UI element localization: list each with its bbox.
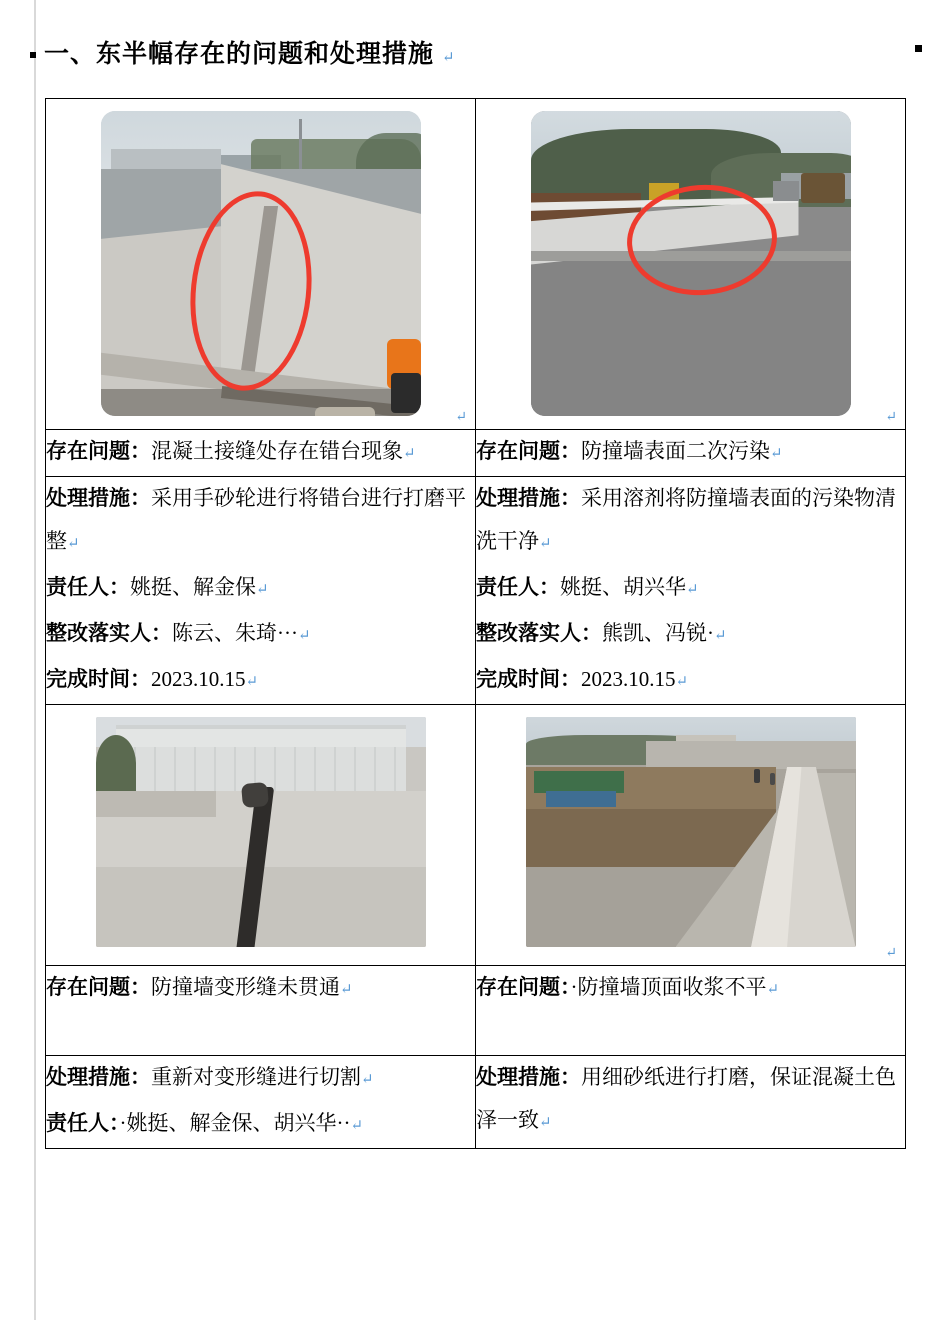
barrier-wall-surface-contamination-photo bbox=[531, 111, 851, 416]
pilcrow-mark: ↵ bbox=[350, 1118, 364, 1134]
table-row bbox=[46, 430, 906, 477]
table-row bbox=[46, 705, 906, 966]
problem-label: 存在问题： bbox=[46, 975, 151, 999]
pilcrow-mark: ↵ bbox=[67, 536, 80, 552]
corner-square-marker bbox=[915, 45, 922, 52]
measure-cell-1 bbox=[46, 477, 476, 705]
table-row bbox=[46, 477, 906, 705]
measure-cell-4 bbox=[476, 1056, 906, 1149]
table-row bbox=[46, 1056, 906, 1149]
photo-cell-1 bbox=[46, 99, 476, 430]
problem-text: 防撞墙变形缝未贯通 bbox=[151, 975, 340, 999]
measure-text: 用细砂纸进行打磨，保证混凝土色泽一致 bbox=[476, 1065, 896, 1132]
responsible-label: 责任人： bbox=[46, 1111, 120, 1135]
pilcrow-mark: ↵ bbox=[455, 410, 467, 425]
issues-table bbox=[45, 98, 906, 1149]
pilcrow-mark: ↵ bbox=[766, 982, 780, 998]
problem-text: 混凝土接缝处存在错台现象 bbox=[151, 439, 403, 463]
section-heading bbox=[30, 34, 910, 70]
pilcrow-mark: ↵ bbox=[539, 536, 552, 552]
deadline-text: 2023.10.15 bbox=[151, 667, 246, 691]
pilcrow-mark: ↵ bbox=[675, 674, 689, 690]
bullet-square-icon bbox=[30, 52, 36, 58]
executor-text: 陈云、朱琦··· bbox=[172, 621, 298, 645]
responsible-text: 姚挺、解金保 bbox=[130, 575, 256, 599]
executor-label: 整改落实人： bbox=[46, 621, 172, 645]
responsible-text: 姚挺、胡兴华 bbox=[560, 575, 686, 599]
problem-label: 存在问题： bbox=[46, 439, 151, 463]
measure-text: 重新对变形缝进行切割 bbox=[151, 1065, 361, 1089]
photo-cell-4 bbox=[476, 705, 906, 966]
responsible-label: 责任人： bbox=[46, 575, 130, 599]
problem-cell-1 bbox=[46, 430, 476, 477]
pilcrow-mark: ↵ bbox=[885, 410, 897, 425]
problem-text: ·防撞墙顶面收浆不平 bbox=[570, 975, 767, 999]
concrete-joint-misalignment-photo bbox=[101, 111, 421, 416]
pilcrow-mark: ↵ bbox=[245, 674, 259, 690]
deadline-text: 2023.10.15 bbox=[581, 667, 676, 691]
measure-text: 采用手砂轮进行将错台进行打磨平整 bbox=[46, 486, 466, 553]
left-margin-rule bbox=[34, 0, 36, 1320]
deadline-label: 完成时间： bbox=[476, 667, 581, 691]
measure-label: 处理措施： bbox=[476, 1065, 581, 1089]
problem-text: 防撞墙表面二次污染 bbox=[581, 439, 770, 463]
pilcrow-mark: ↵ bbox=[539, 1115, 552, 1131]
measure-cell-3 bbox=[46, 1056, 476, 1149]
pilcrow-mark: ↵ bbox=[686, 582, 699, 598]
problem-cell-4 bbox=[476, 966, 906, 1056]
expansion-joint-not-through-photo bbox=[96, 717, 426, 947]
problem-cell-2 bbox=[476, 430, 906, 477]
barrier-top-surface-uneven-photo bbox=[526, 717, 856, 947]
measure-label: 处理措施： bbox=[46, 486, 151, 510]
measure-cell-2 bbox=[476, 477, 906, 705]
pilcrow-mark: ↵ bbox=[442, 50, 455, 66]
pilcrow-mark: ↵ bbox=[770, 446, 783, 462]
executor-text: 熊凯、冯锐· bbox=[602, 621, 714, 645]
measure-text: 采用溶剂将防撞墙表面的污染物清洗干净 bbox=[476, 486, 896, 553]
problem-label: 存在问题： bbox=[476, 975, 571, 999]
table-row bbox=[46, 99, 906, 430]
page-title: 一、东半幅存在的问题和处理措施 bbox=[44, 41, 435, 68]
pilcrow-mark: ↵ bbox=[361, 1072, 374, 1088]
problem-cell-3 bbox=[46, 966, 476, 1056]
responsible-label: 责任人： bbox=[476, 575, 560, 599]
photo-cell-3 bbox=[46, 705, 476, 966]
table-row bbox=[46, 966, 906, 1056]
measure-label: 处理措施： bbox=[46, 1065, 151, 1089]
responsible-text: ·姚挺、解金保、胡兴华·· bbox=[119, 1111, 351, 1135]
pilcrow-mark: ↵ bbox=[256, 582, 269, 598]
photo-cell-2 bbox=[476, 99, 906, 430]
problem-label: 存在问题： bbox=[476, 439, 581, 463]
measure-label: 处理措施： bbox=[476, 486, 581, 510]
deadline-label: 完成时间： bbox=[46, 667, 151, 691]
pilcrow-mark: ↵ bbox=[297, 628, 311, 644]
executor-label: 整改落实人： bbox=[476, 621, 602, 645]
pilcrow-mark: ↵ bbox=[885, 946, 897, 961]
pilcrow-mark: ↵ bbox=[714, 628, 727, 644]
pilcrow-mark: ↵ bbox=[340, 982, 353, 998]
pilcrow-mark: ↵ bbox=[403, 446, 416, 462]
